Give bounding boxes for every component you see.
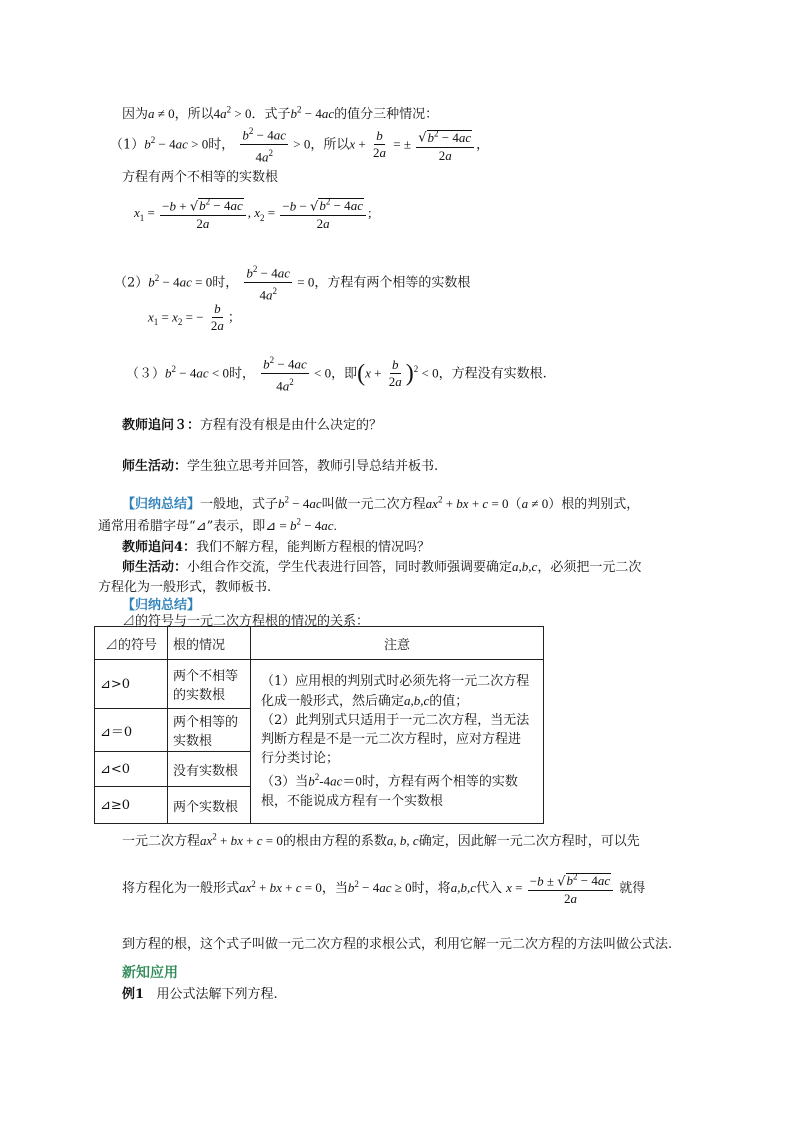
- formula-para-line3: 到方程的根，这个式子叫做一元二次方程的求根公式，利用它解一元二次方程的方法叫做公式法.: [122, 937, 673, 952]
- table-notes-cell: [251, 660, 544, 824]
- case2-roots: $x_1 = x_2$ = − $\frac{b}{2a}$ ；: [148, 301, 241, 333]
- case1-desc: 方程有两个不相等的实数根: [122, 170, 279, 185]
- summary-1-line2: 通常用希腊字母“⊿”表示，即⊿ = $b^2 - 4ac$.: [98, 516, 337, 534]
- discriminant-table: [94, 626, 544, 824]
- table-cell: 两个相等的实数根: [168, 709, 251, 752]
- summary-1: 【归纳总结】一般地，式子$b^2 - 4ac$叫做一元二次方程$ax^2$ + bx + c = 0（a ≠ 0）根的判别式，: [122, 494, 640, 512]
- table-header: ⊿的符号: [95, 627, 168, 660]
- summary-2-intro: ⊿的符号与一元二次方程根的情况的关系：: [122, 614, 370, 629]
- example-1: 例1 用公式法解下列方程.: [122, 987, 278, 1002]
- formula-para-line2: 将方程化为一般形式$ax^2$ + bx + c = 0，当$b^2 - 4ac \ge 0$时，将a,b,c代入 x = $\frac{-b \pm √b^2 - 4ac}{2a}$ 就得: [122, 872, 646, 907]
- table-cell: ⊿>0: [95, 660, 168, 709]
- table-cell: ⊿≥0: [95, 787, 168, 824]
- formula-para-line1: 一元二次方程$ax^2$ + bx + c = 0的根由方程的系数a, b, c确定，因此解一元二次方程时，可以先: [122, 831, 640, 849]
- summary-2-tag: 【归纳总结】: [122, 598, 201, 613]
- activity-1: 师生活动：学生独立思考并回答，教师引导总结并板书.: [122, 459, 439, 474]
- teacher-question-3: 教师追问３：方程有没有根是由什么决定的？: [122, 418, 383, 433]
- activity-2: 师生活动：小组合作交流，学生代表进行回答，同时教师强调要确定a,b,c，必须把一元二次: [122, 559, 642, 575]
- note-3: （3）当$b^2-4ac=0$时，方程有两个相等的实数根，不能说成方程有一个实数根: [261, 772, 518, 809]
- table-cell: ⊿<0: [95, 752, 168, 787]
- case2-line: $(2)b^2 - 4ac = 0$时， $\frac{b^2 - 4ac}{4a^2}$ = 0，方程有两个相等的实数根: [114, 264, 471, 303]
- table-cell: 两个不相等的实数根: [168, 660, 251, 709]
- note-2: （2）此判别式只适用于一元二次方程，当无法判断方程是不是一元二次方程时，应对方程进行分类讨论；: [261, 713, 530, 767]
- table-cell: 没有实数根: [168, 752, 251, 787]
- case3-line: $(3)b^2 - 4ac < 0$时， $\frac{b^2 - 4ac}{4a^2}$ < 0，即(x + $\frac{b}{2a}$ )$^2$ < 0，方程没有实数根.: [126, 355, 547, 394]
- table-header: 根的情况: [168, 627, 251, 660]
- summary-tag: 【归纳总结】: [122, 497, 201, 512]
- teacher-question-4: 教师追问4：我们不解方程，能判断方程根的情况吗？: [122, 540, 431, 555]
- case1-roots: $x_1$ = $\frac{-b + √b^2 - 4ac}{2a}$ , $x_2$ = $\frac{-b - √b^2 - 4ac}{2a}$ ;: [134, 197, 372, 232]
- table-cell: ⊿＝0: [95, 709, 168, 752]
- table-cell: 两个实数根: [168, 787, 251, 824]
- activity-2-line2: 方程化为一般形式，教师板书.: [98, 580, 272, 595]
- note-1: （1）应用根的判别式时必须先将一元二次方程化成一般形式，然后确定a,b,c的值；: [261, 674, 530, 710]
- case1-line: $(1)b^2 - 4ac > 0$时， $\frac{b^2 - 4ac}{4a^2}$ > 0，所以x + $\frac{b}{2a}$ = ± $\frac{√b^2 - 4ac}{2a}$ ，: [110, 126, 490, 165]
- table-header-row: [95, 627, 544, 660]
- table-row: [95, 660, 544, 709]
- table-header: 注意: [251, 627, 544, 660]
- intro-line: 因为a ≠ 0，所以$4a^2 > 0$．式子$b^2 - 4ac$的值分三种情况：: [122, 104, 439, 122]
- section-heading-new-application: 新知应用: [122, 965, 178, 981]
